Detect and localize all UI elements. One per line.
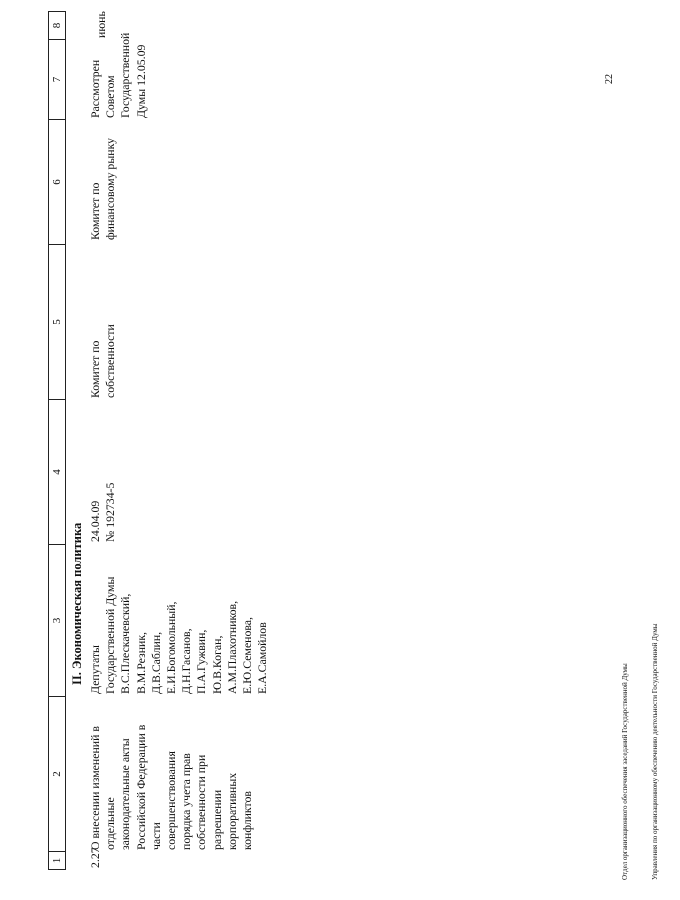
footer-line-1: Отдел организационного обеспечения заседаний Государственной Думы	[621, 663, 629, 880]
page-number: 22	[604, 74, 615, 84]
column-header-3: 3	[49, 544, 65, 696]
column-header-8: 8	[51, 22, 63, 29]
row-number: 2.27	[88, 847, 102, 868]
responsible-committee: Комитет по собственности	[88, 324, 118, 398]
footer-line-2: Управления по организационному обеспечению деятельности Государственной Думы	[651, 623, 659, 880]
bill-title: О внесении изменений в отдельные законодательные акты Российской Федерации в части совершенствования порядка учета прав собственности при разрешении корпоративных конфликтов	[88, 724, 255, 850]
bill-authors: Депутаты Государственной Думы В.С.Плескачевский, В.М.Резник, Д.В.Саблин, Е.И.Богомольный, Д.Н.Гасанов, П.А.Гужвин, Ю.В.Коган, А.М.Плахотников, Е.Ю.Семенова, Е.А.Самойлов	[88, 576, 270, 694]
planned-month: июнь	[94, 11, 108, 38]
section-title: II. Экономическая политика	[70, 522, 84, 685]
column-header-5: 5	[49, 244, 65, 399]
column-header-7: 7	[49, 39, 65, 119]
registration-date-number: 24.04.09 № 192734-5	[88, 482, 118, 542]
column-header-4: 4	[49, 399, 65, 544]
column-header-2: 2	[49, 696, 65, 851]
review-status: Рассмотрен Советом Государственной Думы 12.05.09	[88, 32, 148, 118]
footer-department	[600, 624, 680, 880]
column-header-1: 1	[49, 851, 65, 869]
column-header-row	[48, 11, 66, 870]
column-header-6: 6	[49, 119, 65, 244]
co-executor-committee: Комитет по финансовому рынку	[88, 137, 118, 240]
